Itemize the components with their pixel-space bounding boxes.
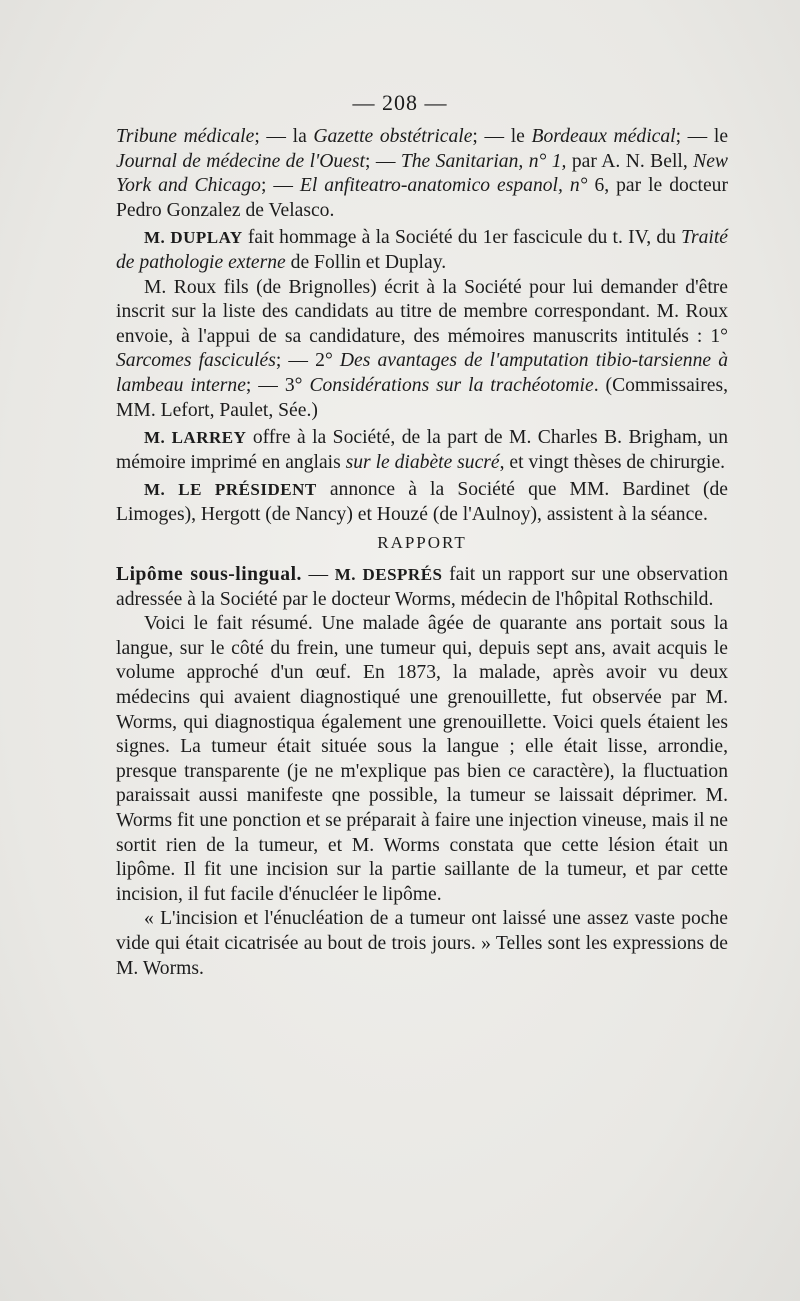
paragraph-duplay <box>116 226 728 275</box>
text-run: de Follin et Duplay. <box>285 251 447 273</box>
text-run: ; — <box>364 150 401 172</box>
text-run: M. Roux fils (de Brignolles) écrit à la Société pour lui demander d'être inscrit sur la liste des candidats au titre de membre correspondant. M. Roux envoie, à l'appui de sa candidature, des mémoires manuscrits intitulés : 1° <box>116 276 728 347</box>
text-run: ; — le <box>675 126 729 147</box>
text-run: ; — le <box>472 126 532 147</box>
text-run: par A. N. Bell, <box>566 150 694 172</box>
text-run: ; — la <box>254 126 314 147</box>
paragraph-quote: « L'incision et l'énucléation de a tumeur ont laissé une assez vaste poche vide qui était cicatrisée au bout de trois jours. » Telles sont les expressions de M. Worms. <box>116 908 728 979</box>
text-run: — <box>301 564 335 586</box>
text-run: fait hommage à la Société du 1er fascicule du t. IV, du <box>242 227 682 249</box>
journal-title: New York and Chicago <box>116 150 729 197</box>
rapport-title: Lipôme sous-lingual. <box>116 564 302 586</box>
text-run: annonce à la Société que MM. Bardinet (de Limoges), Hergott (de Nancy) et Houzé (de l'Aulnoy), assistent à la séance. <box>116 479 728 525</box>
paragraph-larrey <box>116 426 728 475</box>
text-run: 6, par le docteur Pedro Gonzalez de Velasco. <box>116 175 728 221</box>
journal-title: Tribune médicale <box>116 126 255 147</box>
memoir-title: Des avantages de l'amputation tibio-tarsienne à lambeau interne <box>116 350 728 396</box>
text-run: offre à la Société, de la part de M. Charles B. Brigham, un mémoire imprimé en anglais <box>116 427 728 473</box>
paragraph-rapport <box>116 563 728 612</box>
speaker-name: M. LARREY <box>144 428 247 448</box>
text-run: , et vingt thèses de chirurgie. <box>499 451 726 473</box>
memoir-title: Sarcomes fasciculés <box>116 350 276 372</box>
text-run: . (Commissaires, MM. Lefort, Paulet, Sée.) <box>116 374 728 421</box>
text-run: ; — 3° <box>245 374 310 396</box>
paragraph-journal-list <box>116 125 728 223</box>
speaker-name: M. LE PRÉSIDENT <box>144 480 317 500</box>
memoir-title: Considérations sur la trachéotomie <box>309 374 594 396</box>
journal-title: Journal de médecine de l'Ouest <box>116 150 365 172</box>
page-number: — 208 — <box>352 90 448 115</box>
text-run: ; — <box>260 175 300 197</box>
paragraph-case-summary: Voici le fait résumé. Une malade âgée de quarante ans portait sous la langue, sur le côté du frein, une tumeur qui, depuis sept ans, avait acquis le volume approché d'un œuf. En 1873, la malade, après avoir vu deux médecins qui avaient diagnostiqué une grenouillette, fut observée par M. Worms, qui diagnostiqua également une grenouillette. Voici quels étaient les signes. La tumeur était située sous la langue ; elle était lisse, arrondie, presque transparente (je ne m'explique pas bien ce caractère), la fluctuation paraissait aussi manifeste qne possible, la tumeur se laissait déprimer. M. Worms fit une ponction et se préparait à faire une injection vineuse, mais il ne sortit rien de la tumeur, et M. Worms constata que cette lésion était un lipôme. Il fit une incision sur la partie saillante de la tumeur, et par cette incision, il fut facile d'énucléer le lipôme. <box>116 613 728 905</box>
speaker-name: M. DESPRÉS <box>334 565 443 585</box>
paragraph-roux <box>116 276 728 424</box>
text-run: fait un rapport sur une observation adressée à la Société par le docteur Worms, médecin de l'hôpital Rothschild. <box>116 564 729 610</box>
section-heading: RAPPORT <box>377 532 467 552</box>
book-title: Traité de pathologie externe <box>116 227 728 273</box>
journal-title: El anfiteatro-anatomico espanol, n° <box>299 175 588 197</box>
speaker-name: M. DUPLAY <box>144 228 243 248</box>
text-run: ; — 2° <box>275 350 340 372</box>
journal-title: Gazette obstétricale <box>313 126 473 147</box>
journal-title: The Sanitarian, n° 1, <box>400 150 567 172</box>
paragraph-president <box>116 478 728 527</box>
page-body <box>116 125 728 981</box>
memoir-title: sur le diabète sucré <box>345 451 500 473</box>
journal-title: Bordeaux médical <box>531 126 676 147</box>
